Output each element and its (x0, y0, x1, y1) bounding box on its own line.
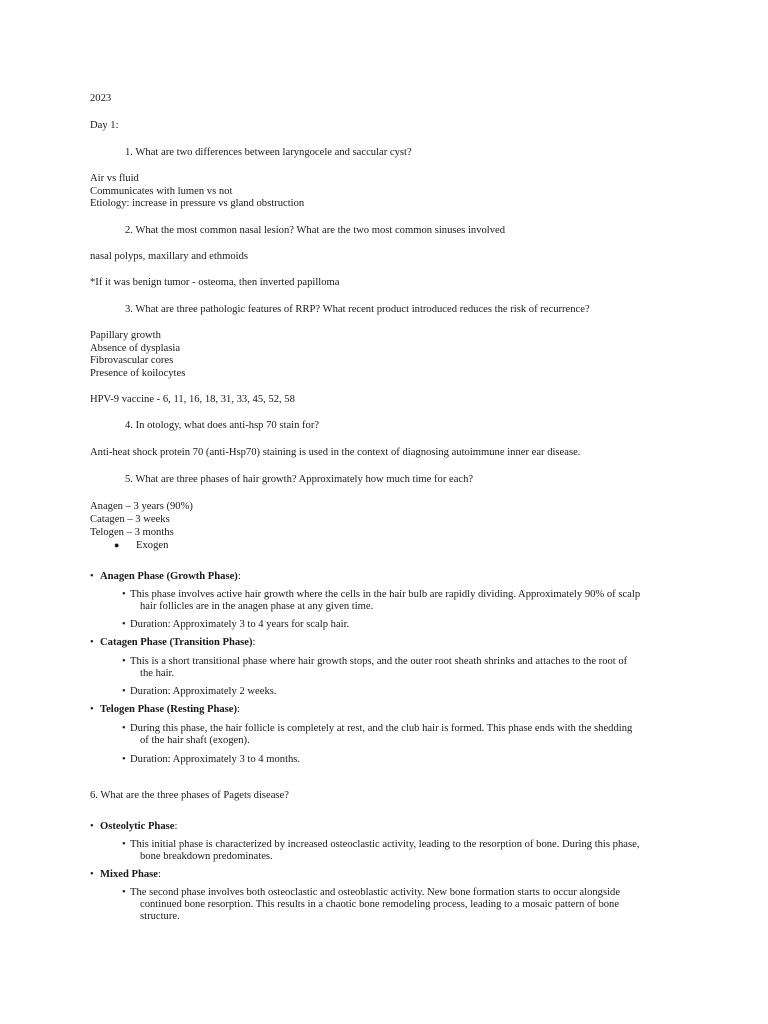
phase-title: Catagen Phase (Transition Phase) (100, 637, 253, 648)
question-2: 2. What the most common nasal lesion? What are the two most common sinuses involved (125, 225, 506, 236)
bullet-icon: • (90, 571, 94, 582)
question-3: 3. What are three pathologic features of RRP? What recent product introduced reduces the risk of recurrence? (125, 304, 590, 315)
phase-heading: • Catagen Phase (Transition Phase): (90, 637, 256, 648)
answer-line: Catagen – 3 weeks (90, 514, 170, 525)
answer-line: Communicates with lumen vs not (90, 186, 233, 197)
question-6: 6. What are the three phases of Pagets disease? (90, 790, 289, 801)
bullet-icon: • (122, 723, 126, 734)
description-line: This phase involves active hair growth where the cells in the hair bulb are rapidly dividing. Approximately 90% of scalp (130, 589, 641, 600)
answer-line: Etiology: increase in pressure vs gland obstruction (90, 198, 305, 209)
duration-line: Duration: Approximately 3 to 4 years for scalp hair. (130, 619, 350, 630)
description-line: hair follicles are in the anagen phase at any given time. (140, 601, 374, 612)
description-line: This initial phase is characterized by increased osteoclastic activity, leading to the resorption of bone. During this phase, (130, 839, 640, 850)
year-label: 2023 (90, 93, 112, 104)
description-line: The second phase involves both osteoclastic and osteoblastic activity. New bone formation starts to occur alongside (130, 887, 621, 898)
bullet-icon: • (90, 821, 94, 832)
answer-line: Papillary growth (90, 330, 161, 341)
phase-duration (122, 754, 682, 766)
phase-description (122, 656, 682, 680)
description-line: During this phase, the hair follicle is completely at rest, and the club hair is formed. This phase ends with the shedding (130, 723, 633, 734)
answer-line: Anti-heat shock protein 70 (anti-Hsp70) staining is used in the context of diagnosing autoimmune inner ear disease. (90, 447, 581, 458)
description-line: bone breakdown predominates. (140, 851, 273, 862)
bullet-icon: • (90, 704, 94, 715)
bullet-icon: • (90, 637, 94, 648)
vaccine-line: HPV-9 vaccine - 6, 11, 16, 18, 31, 33, 45, 52, 58 (90, 394, 295, 405)
answer-line: Fibrovascular cores (90, 355, 174, 366)
phase-description (122, 723, 682, 747)
question-4: 4. In otology, what does anti-hsp 70 stain for? (125, 420, 320, 431)
question-1: 1. What are two differences between laryngocele and saccular cyst? (125, 147, 412, 158)
answer-line: Telogen – 3 months (90, 527, 174, 538)
description-line: continued bone resorption. This results in a chaotic bone remodeling process, leading to a mosaic pattern of bone (140, 899, 620, 910)
duration-line: Duration: Approximately 3 to 4 months. (130, 754, 301, 765)
phase-heading: • Osteolytic Phase: (90, 821, 178, 832)
phase-title: Osteolytic Phase (100, 821, 175, 832)
phase-description (122, 589, 682, 613)
bullet-icon: • (122, 839, 126, 850)
answer-line: Absence of dysplasia (90, 343, 181, 354)
day-heading: Day 1: (90, 120, 119, 131)
question-5: 5. What are three phases of hair growth? Approximately how much time for each? (125, 474, 474, 485)
phase-heading: • Mixed Phase: (90, 869, 161, 880)
description-line: structure. (140, 911, 180, 922)
note-line: *If it was benign tumor - osteoma, then inverted papilloma (90, 277, 340, 288)
phase-heading: • Telogen Phase (Resting Phase): (90, 704, 240, 715)
phase-heading: • Anagen Phase (Growth Phase): (90, 571, 241, 582)
bullet-icon: • (122, 754, 126, 765)
bullet-icon: • (122, 619, 126, 630)
phase-description (122, 887, 682, 923)
description-line: the hair. (140, 668, 175, 679)
description-line: This is a short transitional phase where hair growth stops, and the outer root sheath shrinks and attaches to the root of (130, 656, 628, 667)
answer-line: Presence of koilocytes (90, 368, 186, 379)
description-line: of the hair shaft (exogen). (140, 735, 250, 746)
answer-line: Air vs fluid (90, 173, 139, 184)
phase-title: Anagen Phase (Growth Phase) (100, 571, 238, 582)
bullet-icon: • (90, 869, 94, 880)
phase-description (122, 839, 682, 863)
bullet-icon: • (122, 656, 126, 667)
phase-duration (122, 686, 682, 698)
exogen-label: Exogen (136, 540, 169, 551)
exogen-item (114, 539, 168, 552)
bullet-icon: • (122, 887, 126, 898)
phase-duration (122, 619, 682, 631)
bullet-icon: • (122, 686, 126, 697)
bullet-icon: ● (114, 540, 120, 550)
answer-line: nasal polyps, maxillary and ethmoids (90, 251, 248, 262)
answer-line: Anagen – 3 years (90%) (90, 501, 193, 512)
bullet-icon: • (122, 589, 126, 600)
phase-title: Telogen Phase (Resting Phase) (100, 704, 238, 715)
duration-line: Duration: Approximately 2 weeks. (130, 686, 277, 697)
phase-title: Mixed Phase (100, 869, 158, 880)
